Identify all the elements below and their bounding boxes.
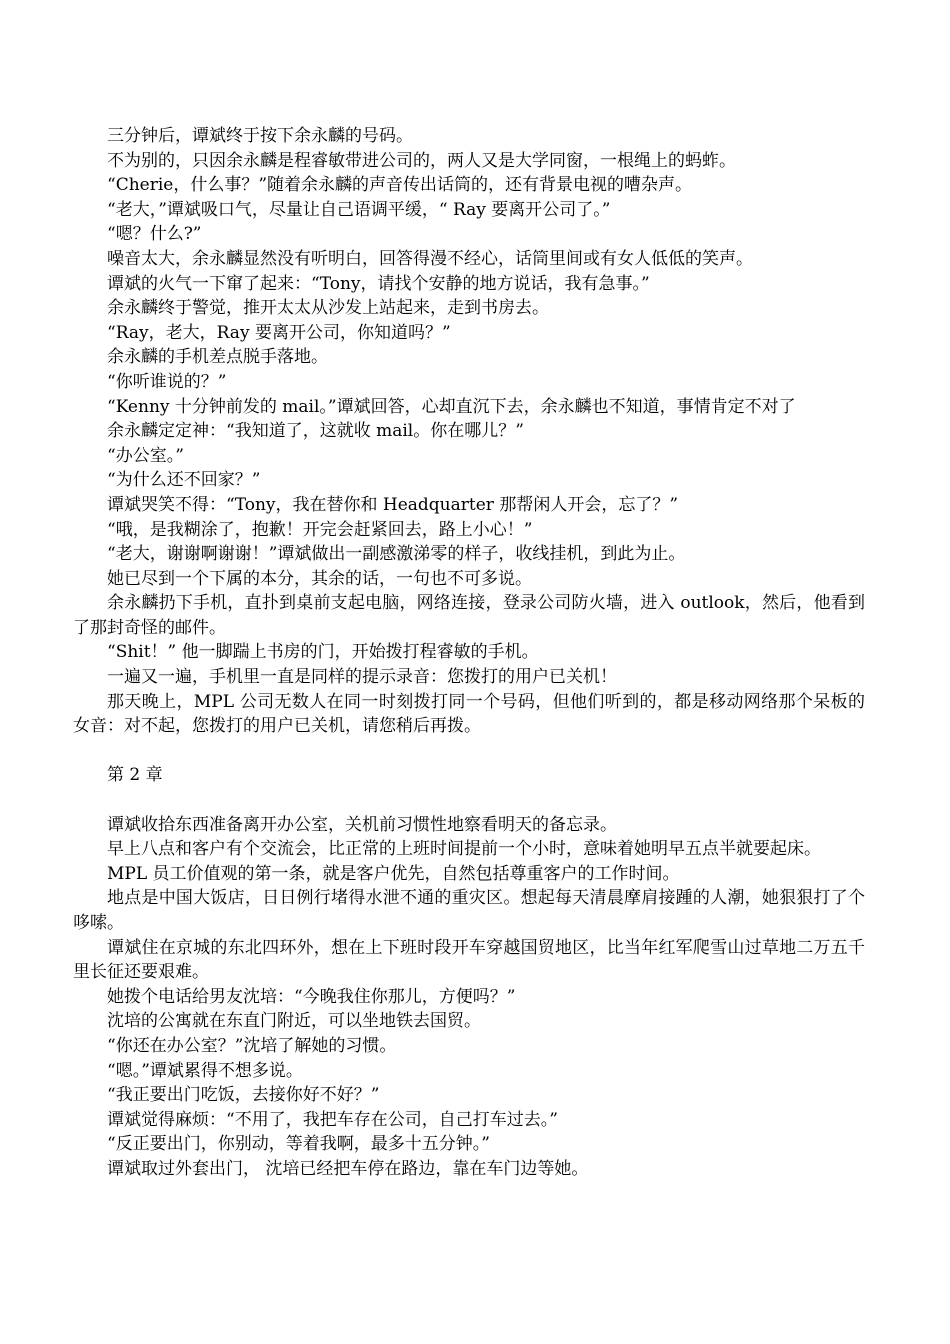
- paragraph: “反正要出门，你别动，等着我啊，最多十五分钟。”: [107, 1134, 490, 1155]
- paragraph: “Cherie，什么事？”随着余永麟的声音传出话筒的，还有背景电视的嘈杂声。: [107, 175, 693, 196]
- paragraph: 地点是中国大饭店，日日例行堵得水泄不通的重灾区。想起每天清晨摩肩接踵的人潮，她狠狠打了个哆嗦。: [73, 888, 865, 933]
- paragraph: “老大，”谭斌吸口气，尽量让自己语调平缓，“ Ray 要离开公司了。”: [107, 199, 611, 220]
- paragraph: 谭斌哭笑不得：“Tony，我在替你和 Headquarter 那帮闲人开会，忘了？”: [107, 494, 679, 515]
- paragraph: 谭斌的火气一下窜了起来：“Tony，请找个安静的地方说话，我有急事。”: [107, 273, 650, 294]
- paragraph: 那天晚上，MPL 公司无数人在同一时刻拨打同一个号码，但他们听到的，都是移动网络那个呆板的女音：对不起，您拨打的用户已关机，请您稍后再拨。: [73, 691, 865, 737]
- document-body: [73, 124, 865, 1182]
- paragraph: 余永麟扔下手机，直扑到桌前支起电脑，网络连接，登录公司防火墙，进入 outlook，然后，他看到了那封奇怪的邮件。: [73, 593, 865, 638]
- paragraph: “Shit！” 他一脚踹上书房的门，开始拨打程睿敏的手机。: [107, 642, 539, 663]
- paragraph: 一遍又一遍，手机里一直是同样的提示录音：您拨打的用户已关机！: [107, 667, 617, 688]
- paragraph: 她拨个电话给男友沈培：“今晚我住你那儿，方便吗？”: [107, 986, 516, 1007]
- paragraph: 不为别的，只因余永麟是程睿敏带进公司的，两人又是大学同窗，一根绳上的蚂蚱。: [107, 150, 736, 171]
- paragraph: 沈培的公寓就在东直门附近，可以坐地铁去国贸。: [107, 1011, 481, 1032]
- paragraph: “我正要出门吃饭，去接你好不好？”: [107, 1085, 380, 1106]
- paragraph: 谭斌取过外套出门， 沈培已经把车停在路边，靠在车门边等她。: [107, 1158, 589, 1179]
- paragraph: 她已尽到一个下属的本分，其余的话，一句也不可多说。: [107, 568, 532, 589]
- paragraph: “Ray，老大，Ray 要离开公司，你知道吗？”: [107, 322, 451, 343]
- paragraph: “为什么还不回家？”: [107, 470, 261, 491]
- paragraph: 谭斌收拾东西准备离开办公室，关机前习惯性地察看明天的备忘录。: [107, 814, 617, 835]
- paragraph: “老大，谢谢啊谢谢！”谭斌做出一副感激涕零的样子，收线挂机，到此为止。: [107, 544, 686, 565]
- paragraph: “你听谁说的？”: [107, 371, 227, 392]
- paragraph: 三分钟后，谭斌终于按下余永麟的号码。: [107, 126, 413, 146]
- chapter-heading: 第 2 章: [107, 765, 163, 786]
- paragraph: 谭斌住在京城的东北四环外，想在上下班时段开车穿越国贸地区，比当年红军爬雪山过草地二万五千里长征还要艰难。: [73, 937, 865, 983]
- paragraph: 早上八点和客户有个交流会，比正常的上班时间提前一个小时，意味着她明早五点半就要起床。: [107, 839, 821, 860]
- paragraph: “哦，是我糊涂了，抱歉！开完会赶紧回去，路上小心！”: [107, 519, 533, 540]
- paragraph: MPL 员工价值观的第一条，就是客户优先，自然包括尊重客户的工作时间。: [107, 863, 680, 884]
- paragraph: “Kenny 十分钟前发的 mail。”谭斌回答，心却直沉下去，余永麟也不知道，事情肯定不对了: [107, 396, 796, 417]
- paragraph: 余永麟的手机差点脱手落地。: [107, 347, 328, 368]
- paragraph: “嗯？什么?”: [107, 224, 202, 245]
- paragraph: 余永麟定定神：“我知道了，这就收 mail。你在哪儿？”: [107, 421, 524, 442]
- paragraph: 谭斌觉得麻烦：“不用了，我把车存在公司，自己打车过去。”: [107, 1109, 558, 1130]
- paragraph: “办公室。”: [107, 445, 184, 466]
- paragraph: “你还在办公室？”沈培了解她的习惯。: [107, 1035, 397, 1056]
- paragraph: 余永麟终于警觉，推开太太从沙发上站起来，走到书房去。: [107, 298, 549, 319]
- paragraph: “嗯。”谭斌累得不想多说。: [107, 1060, 303, 1081]
- paragraph: 噪音太大，余永麟显然没有听明白，回答得漫不经心，话筒里间或有女人低低的笑声。: [107, 248, 753, 269]
